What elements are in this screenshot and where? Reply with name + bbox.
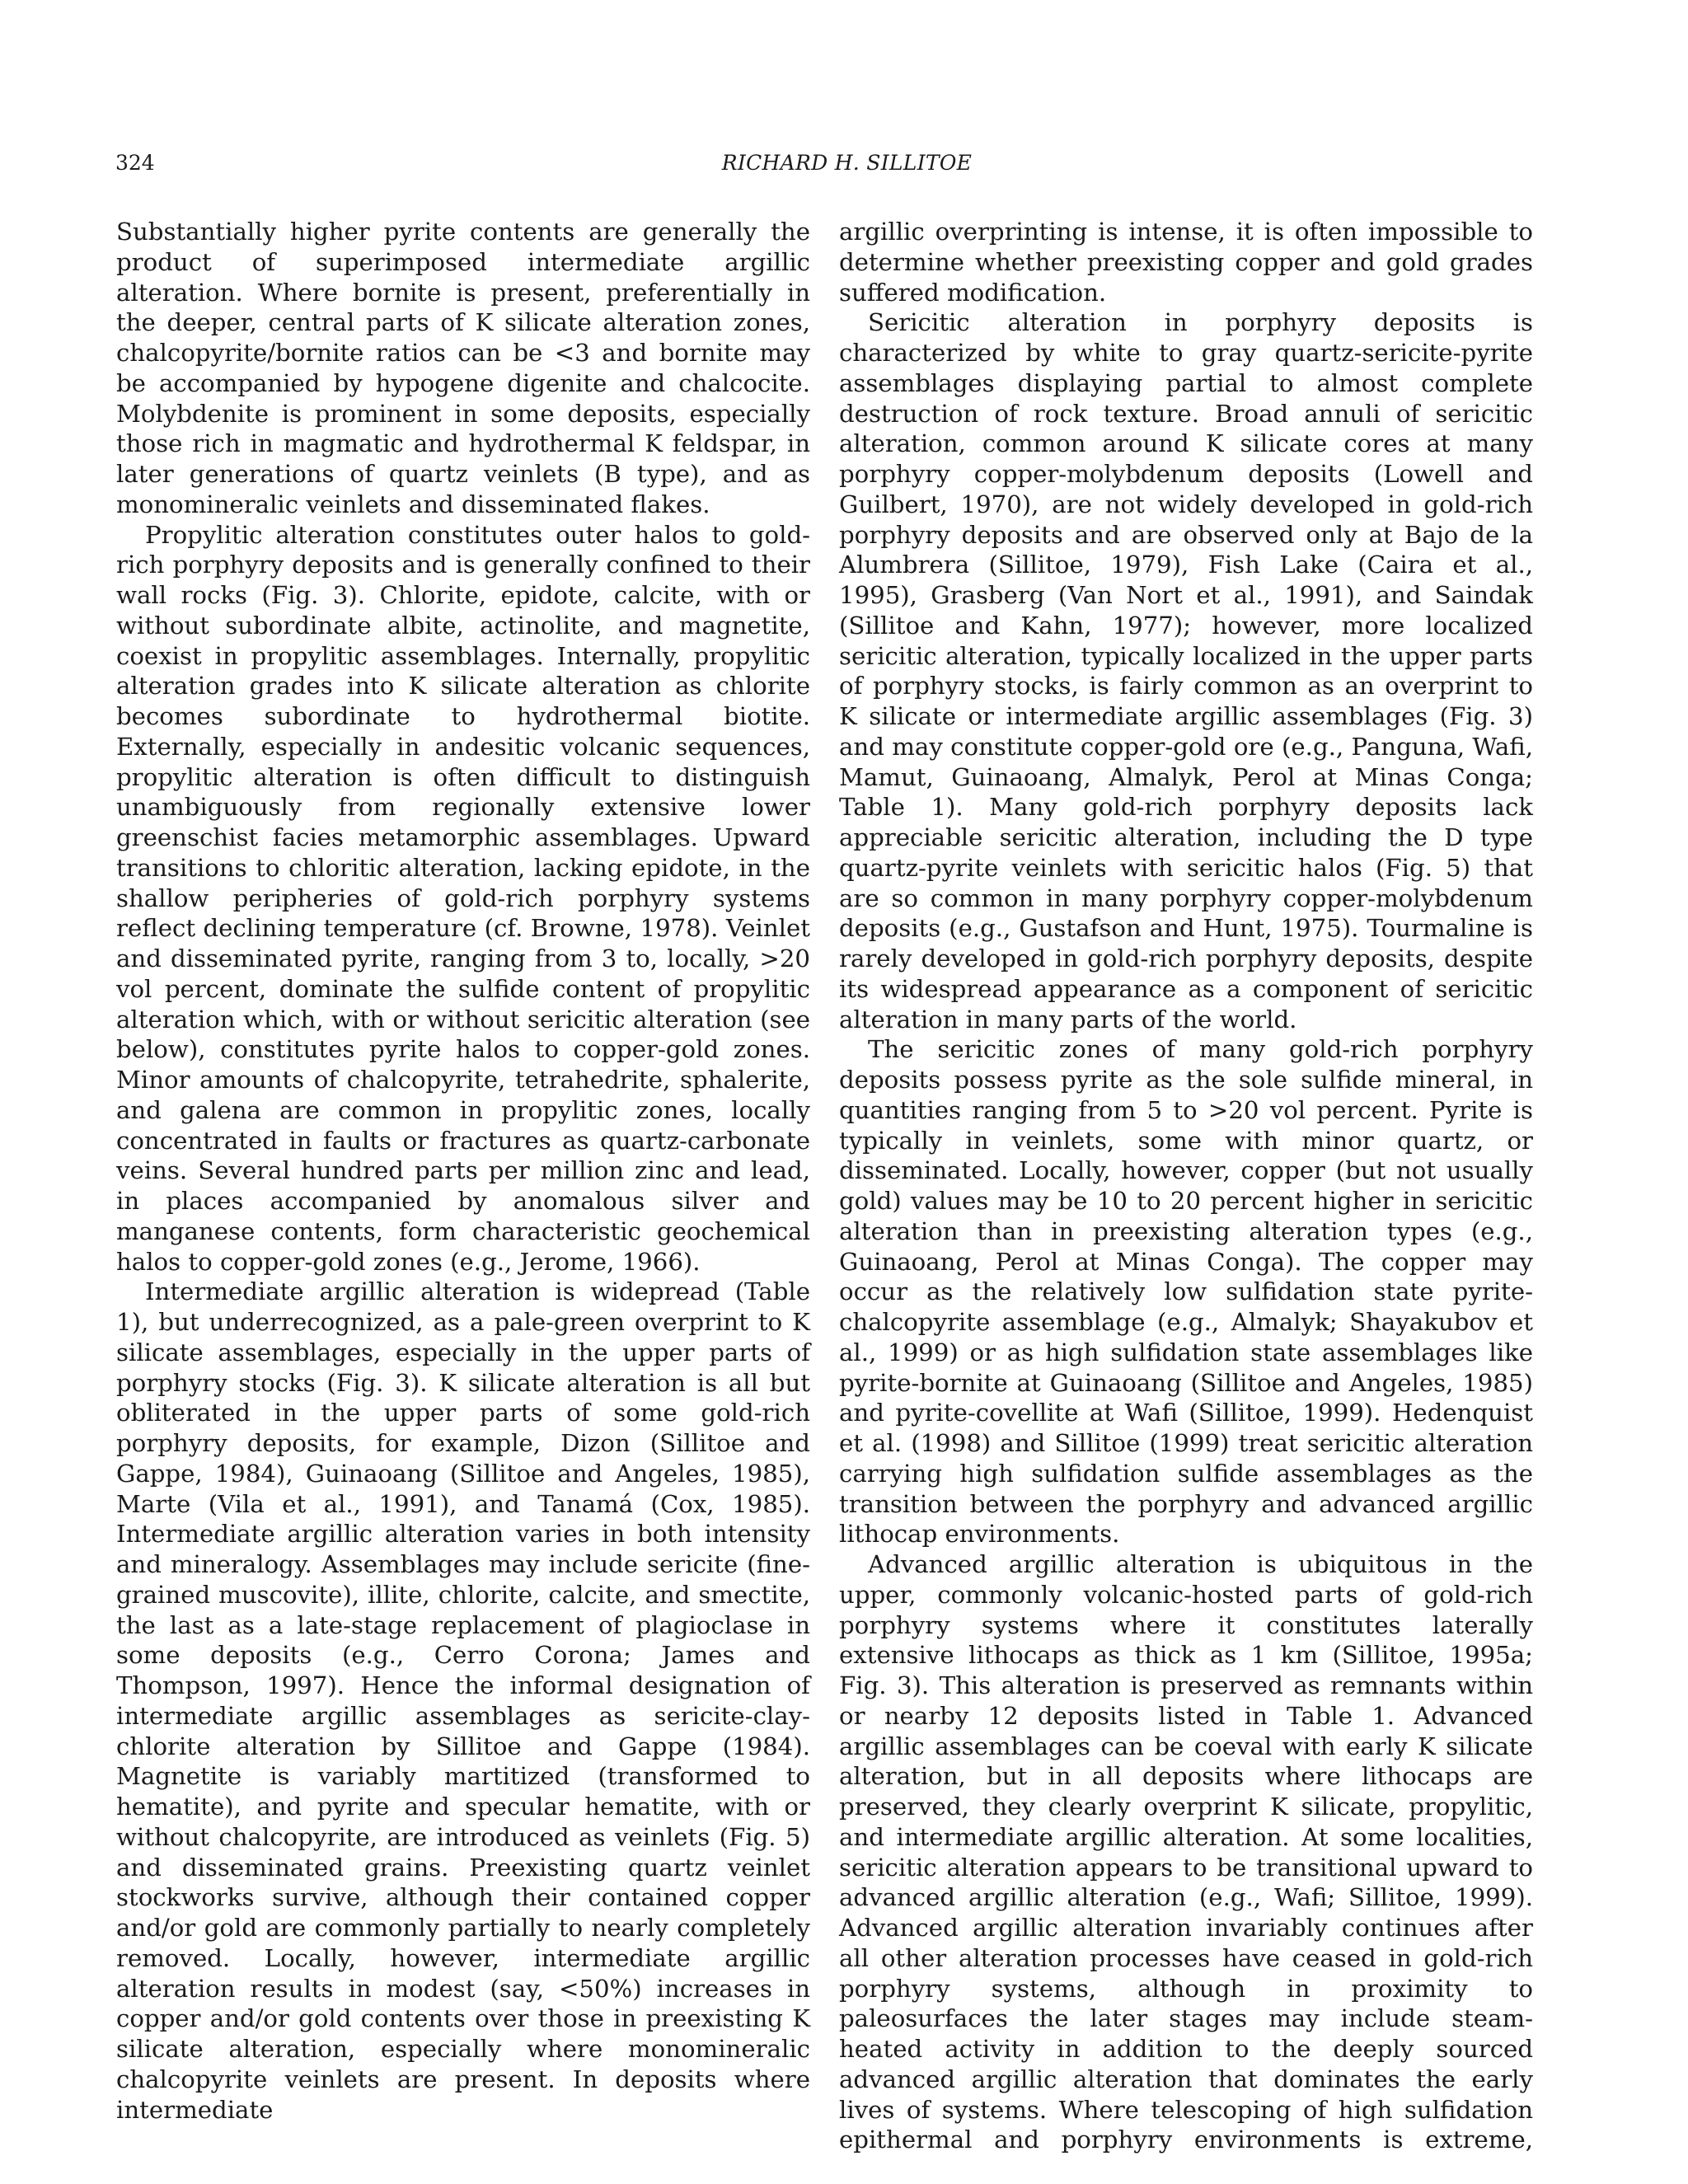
left-column xyxy=(116,217,810,2125)
paragraph: Substantially higher pyrite contents are generally the product of superimposed intermediate argillic alteration. Where bornite is present, preferentially in the deeper, central parts of K silicate alteration zones, chalcopyrite/bornite ratios can be <3 and bornite may be accompanied by hypogene digenite and chalcocite. Molybdenite is prominent in some deposits, especially those rich in magmatic and hydrothermal K feldspar, in later generations of quartz veinlets (B type), and as monomineralic veinlets and disseminated flakes. xyxy=(116,218,810,518)
right-column xyxy=(839,217,1533,2155)
paragraph: Intermediate argillic alteration is widepread (Table 1), but underrecognized, as a pale-green overprint to K silicate assemblages, especially in the upper parts of porphyry stocks (Fig. 3). K silicate alteration is all but obliterated in the upper parts of some gold-rich porphyry deposits, for example, Dizon (Sillitoe and Gappe, 1984), Guinaoang (Sillitoe and Angeles, 1985), Marte (Vila et al., 1991), and Tanamá (Cox, 1985). Intermediate argillic alteration varies in both intensity and mineralogy. Assemblages may include sericite (fine-grained muscovite), illite, chlorite, calcite, and smectite, the last as a late-stage replacement of plagioclase in some deposits (e.g., Cerro Corona; James and Thompson, 1997). Hence the informal designation of intermediate argillic assemblages as sericite-clay-chlorite alteration by Sillitoe and Gappe (1984). Magnetite is variably martitized (transformed to hematite), and pyrite and specular hematite, with or without chalcopyrite, are introduced as veinlets (Fig. 5) and disseminated grains. Preexisting quartz veinlet stockworks survive, although their contained copper and/or gold are commonly partially to nearly completely removed. Locally, however, intermediate argillic alteration results in modest (say, <50%) increases in copper and/or gold contents over those in preexisting K silicate alteration, especially where monomineralic chalcopyrite veinlets are present. In deposits where intermediate xyxy=(116,1277,810,2124)
paragraph: Sericitic alteration in porphyry deposits is characterized by white to gray quartz-sericite-pyrite assemblages displaying partial to almost complete destruction of rock texture. Broad annuli of sericitic alteration, common around K silicate cores at many porphyry copper-molybdenum deposits (Lowell and Guilbert, 1970), are not widely developed in gold-rich porphyry deposits and are observed only at Bajo de la Alumbrera (Sillitoe, 1979), Fish Lake (Caira et al., 1995), Grasberg (Van Nort et al., 1991), and Saindak (Sillitoe and Kahn, 1977); however, more localized sericitic alteration, typically localized in the upper parts of porphyry stocks, is fairly common as an overprint to K silicate or intermediate argillic assemblages (Fig. 3) and may constitute copper-gold ore (e.g., Panguna, Wafi, Mamut, Guinaoang, Almalyk, Perol at Minas Conga; Table 1). Many gold-rich porphyry deposits lack appreciable sericitic alteration, including the D type quartz-pyrite veinlets with sericitic halos (Fig. 5) that are so common in many porphyry copper-molybdenum deposits (e.g., Gustafson and Hunt, 1975). Tourmaline is rarely developed in gold-rich porphyry deposits, despite its widespread appearance as a component of sericitic alteration in many parts of the world. xyxy=(839,308,1533,1033)
paragraph: Advanced argillic alteration is ubiquitous in the upper, commonly volcanic-hosted parts of gold-rich porphyry systems where it constitutes laterally extensive lithocaps as thick as 1 km (Sillitoe, 1995a; Fig. 3). This alteration is preserved as remnants within or nearby 12 deposits listed in Table 1. Advanced argillic assemblages can be coeval with early K silicate alteration, but in all deposits where lithocaps are preserved, they clearly overprint K silicate, propylitic, and intermediate argillic alteration. At some localities, sericitic alteration appears to be transitional upward to advanced argillic alteration (e.g., Wafi; Sillitoe, 1999). Advanced argillic alteration invariably continues after all other alteration processes have ceased in gold-rich porphyry systems, although in proximity to paleosurfaces the later stages may include steam-heated activity in addition to the deeply sourced advanced argillic alteration that dominates the early lives of systems. Where telescoping of high sulfidation epithermal and porphyry environments is extreme, xyxy=(839,1550,1533,2154)
running-head: RICHARD H. SILLITOE xyxy=(721,151,973,175)
paragraph: Propylitic alteration constitutes outer halos to gold-rich porphyry deposits and is generally confined to their wall rocks (Fig. 3). Chlorite, epidote, calcite, with or without subordinate albite, actinolite, and magnetite, coexist in propylitic assemblages. Internally, propylitic alteration grades into K silicate alteration as chlorite becomes subordinate to hydrothermal biotite. Externally, especially in andesitic volcanic sequences, propylitic alteration is often difficult to distinguish unambiguously from regionally extensive lower greenschist facies metamorphic assemblages. Upward transitions to chloritic alteration, lacking epidote, in the shallow peripheries of gold-rich porphyry systems reflect declining temperature (cf. Browne, 1978). Veinlet and disseminated pyrite, ranging from 3 to, locally, >20 vol percent, dominate the sulfide content of propylitic alteration which, with or without sericitic alteration (see below), constitutes pyrite halos to copper-gold zones. Minor amounts of chalcopyrite, tetrahedrite, sphalerite, and galena are common in propylitic zones, locally concentrated in faults or fractures as quartz-carbonate veins. Several hundred parts per million zinc and lead, in places accompanied by anomalous silver and manganese contents, form characteristic geochemical halos to copper-gold zones (e.g., Jerome, 1966). xyxy=(116,520,810,1276)
page-header xyxy=(115,147,1578,180)
paragraph: argillic overprinting is intense, it is often impossible to determine whether preexisting copper and gold grades suffered modification. xyxy=(839,218,1533,307)
page-number: 324 xyxy=(115,151,155,175)
paragraph: The sericitic zones of many gold-rich porphyry deposits possess pyrite as the sole sulfide mineral, in quantities ranging from 5 to >20 vol percent. Pyrite is typically in veinlets, some with minor quartz, or disseminated. Locally, however, copper (but not usually gold) values may be 10 to 20 percent higher in sericitic alteration than in preexisting alteration types (e.g., Guinaoang, Perol at Minas Conga). The copper may occur as the relatively low sulfidation state pyrite-chalcopyrite assemblage (e.g., Almalyk; Shayakubov et al., 1999) or as high sulfidation state assemblages like pyrite-bornite at Guinaoang (Sillitoe and Angeles, 1985) and pyrite-covellite at Wafi (Sillitoe, 1999). Hedenquist et al. (1998) and Sillitoe (1999) treat sericitic alteration carrying high sulfidation sulfide assemblages as the transition between the porphyry and advanced argillic lithocap environments. xyxy=(839,1035,1533,1549)
